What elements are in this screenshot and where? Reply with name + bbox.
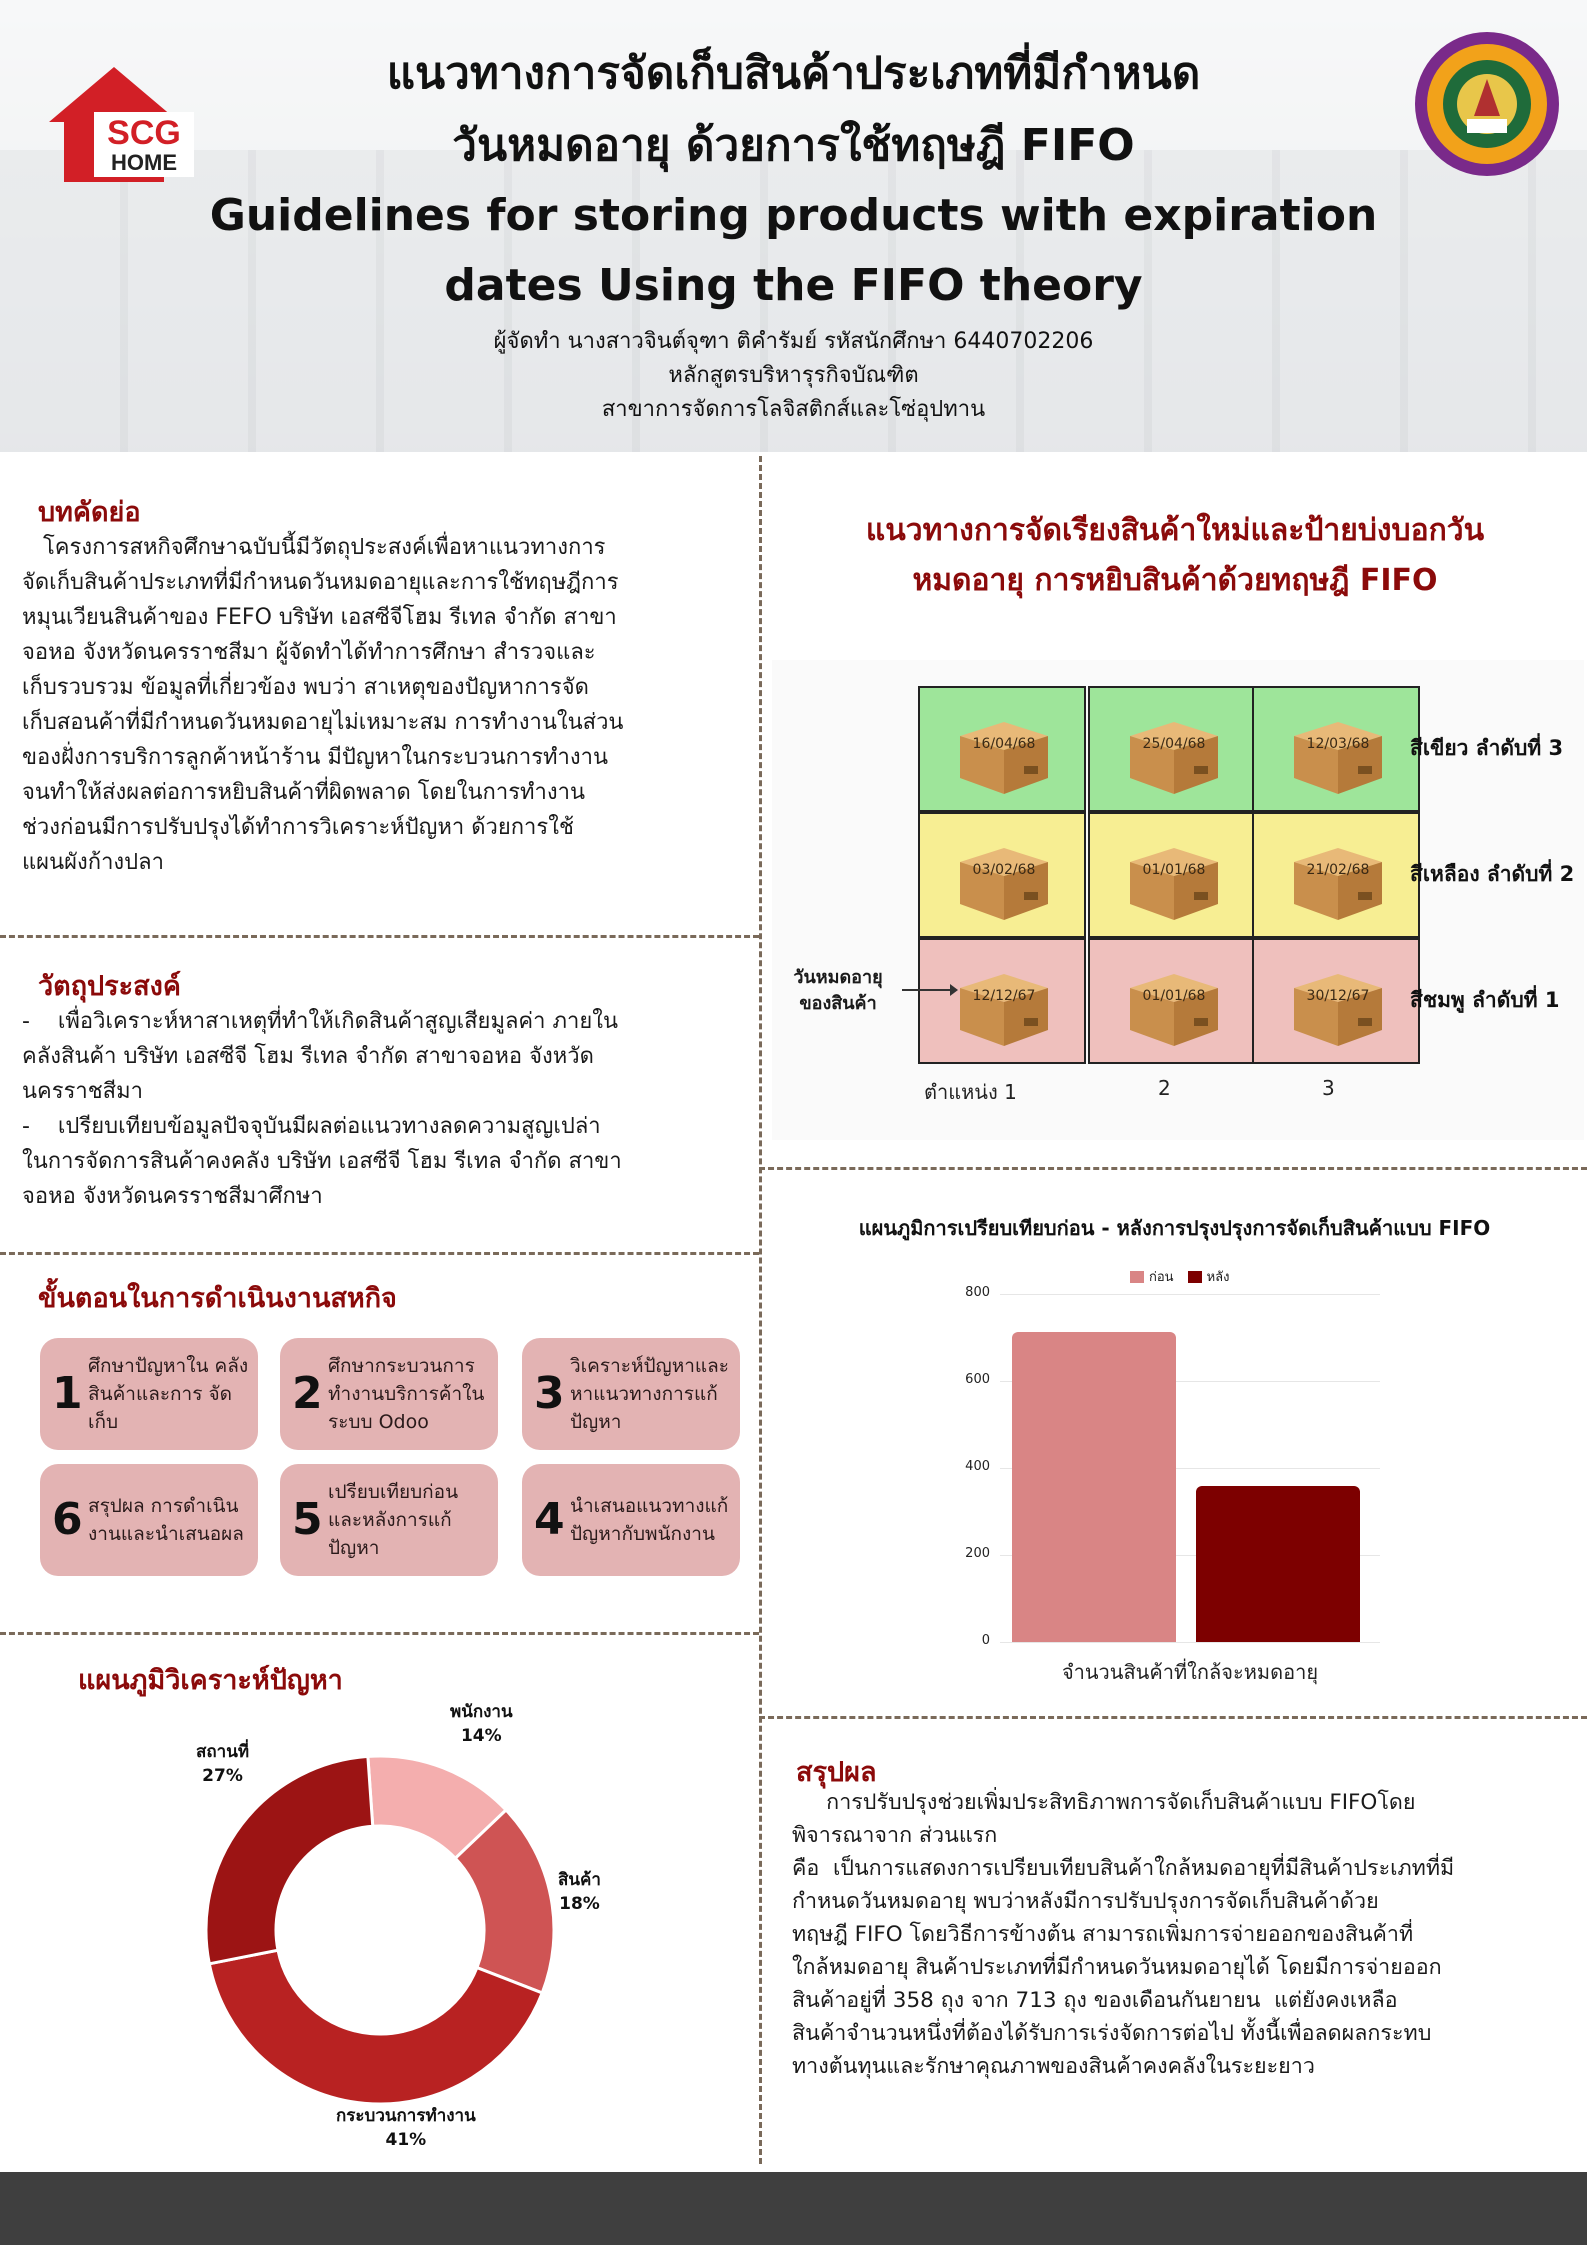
product-box-icon (1286, 844, 1390, 922)
callout-arrow-icon (900, 980, 960, 1000)
donut-title: แผนภูมิวิเคราะห์ปัญหา (78, 1665, 343, 1696)
donut-label-name: สินค้า (558, 1870, 601, 1890)
shelf-row-label: สีเหลือง ลำดับที่ 2 (1410, 862, 1575, 886)
shelf-row-label: สีชมพู ลำดับที่ 1 (1410, 988, 1560, 1012)
y-tick-label: 600 (965, 1372, 990, 1387)
step-text: ศึกษากระบวนการ ทำงานบริการค้าใน ระบบ Odoo (328, 1355, 485, 1433)
abstract-title: บทคัดย่อ (38, 497, 141, 528)
step-number: 2 (292, 1368, 323, 1419)
expiry-date-label: 16/04/68 (972, 736, 1036, 752)
shelf-title (770, 506, 1580, 606)
step-number: 3 (534, 1368, 565, 1419)
product-box-icon (1122, 718, 1226, 796)
bar-before (1012, 1332, 1176, 1642)
abstract-line: จอหอ จังหวัดนครราชสีมา ผู้จัดทำได้ทำการศึกษา สำรวจและ (22, 640, 596, 665)
donut-label-pct: 41% (385, 2130, 427, 2150)
product-box-icon (952, 718, 1056, 796)
conclusion-line: การปรับปรุงช่วยเพิ่มประสิทธิภาพการจัดเก็บสินค้าแบบ FIFOโดย (792, 1790, 1416, 1815)
bar-chart-title: แผนภูมิการเปรียบเทียบก่อน - หลังการปรุงปรุงการจัดเก็บสินค้าแบบ FIFO (858, 1216, 1491, 1240)
step-number: 5 (292, 1494, 323, 1545)
step-card-3 (522, 1338, 740, 1450)
expiry-date-label: 30/12/67 (1306, 988, 1370, 1004)
expiry-date-label: 01/01/68 (1142, 988, 1206, 1004)
donut-label (336, 2104, 476, 2152)
objective-title: วัตถุประสงค์ (38, 971, 181, 1002)
major-line: สาขาการจัดการโลจิสติกส์และโซ่อุปทาน (601, 397, 986, 422)
conclusion-line: คือ เป็นการแสดงการเปรียบเทียบสินค้าใกล้หมดอายุที่มีสินค้าประเภทที่มี (792, 1856, 1455, 1881)
step-card-2 (280, 1338, 498, 1450)
shelf-cell (1252, 812, 1420, 938)
shelf-position-label: ตำแหน่ง 1 (924, 1080, 1017, 1104)
y-tick-label: 400 (965, 1459, 990, 1474)
donut-slice-3 (209, 1950, 542, 2104)
expiry-date-label: 03/02/68 (972, 862, 1036, 878)
title-thai-line2: วันหมดอายุ ด้วยการใช้ทฤษฎี FIFO (452, 120, 1135, 171)
product-box-icon (952, 844, 1056, 922)
y-tick-label: 0 (981, 1633, 990, 1648)
step-number: 6 (52, 1494, 83, 1545)
objective-body (22, 1004, 742, 1214)
objective-line: จอหอ จังหวัดนครราชสีมาศึกษา (22, 1184, 323, 1209)
step-card-5 (280, 1464, 498, 1576)
footer-bar (0, 2172, 1587, 2245)
step-card-6 (40, 1464, 258, 1576)
shelf-position-label: 2 (1158, 1076, 1171, 1100)
abstract-line: หมุนเวียนสินค้าของ FEFO บริษัท เอสซีจีโฮม รีเทล จำกัด สาขา (22, 605, 617, 630)
shelf-cell (1088, 938, 1256, 1064)
objective-line: - เปรียบเทียบข้อมูลปัจจุบันมีผลต่อแนวทางลดความสูญเปล่า (22, 1114, 601, 1139)
shelf-cell (1088, 686, 1256, 812)
shelf-cell (918, 812, 1086, 938)
step-number: 4 (534, 1494, 565, 1545)
step-text: วิเคราะห์ปัญหาและ หาแนวทางการแก้ ปัญหา (570, 1355, 730, 1433)
donut-label (450, 1700, 513, 1748)
donut-label (558, 1868, 601, 1916)
header-banner (0, 0, 1587, 452)
column-divider (759, 456, 762, 2164)
legend-swatch (1130, 1271, 1144, 1283)
legend-label: ก่อน (1149, 1270, 1174, 1285)
callout-line2: ของสินค้า (799, 993, 877, 1014)
abstract-line: เก็บรวบรวม ข้อมูลที่เกี่ยวข้อง พบว่า สาเหตุของปัญหาการจัด (22, 675, 589, 700)
title-english-line2: dates Using the FIFO theory (444, 260, 1143, 311)
logo-home-text: HOME (111, 150, 177, 175)
expiry-date-label: 12/12/67 (972, 988, 1036, 1004)
y-gridline (1000, 1294, 1380, 1295)
y-gridline (1000, 1642, 1380, 1643)
expiry-date-label: 25/04/68 (1142, 736, 1206, 752)
step-card-1 (40, 1338, 258, 1450)
abstract-line: โครงการสหกิจศึกษาฉบับนี้มีวัตถุประสงค์เพื่อหาแนวทางการ (22, 535, 606, 560)
callout-line1: วันหมดอายุ (793, 967, 883, 988)
bar-after (1196, 1486, 1360, 1642)
product-box-icon (1122, 970, 1226, 1048)
product-box-icon (1122, 844, 1226, 922)
donut-label-pct: 27% (202, 1766, 243, 1786)
program-line: หลักสูตรบริหารุรกิจบัณฑิต (668, 363, 919, 388)
product-box-icon (1286, 718, 1390, 796)
abstract-body (22, 530, 742, 880)
conclusion-body (792, 1786, 1582, 2083)
step-text: สรุปผล การดำเนิน งานและนำเสนอผล (88, 1495, 244, 1545)
conclusion-line: ทางต้นทุนและรักษาคุณภาพของสินค้าคงคลังในระยะยาว (792, 2054, 1315, 2079)
expiry-date-label: 21/02/68 (1306, 862, 1370, 878)
objective-line: ในการจัดการสินค้าคงคลัง บริษัท เอสซีจี โฮม รีเทล จำกัด สาขา (22, 1149, 622, 1174)
abstract-line: ของฝั่งการบริการลูกค้าหน้าร้าน มีปัญหาในกระบวนการทำงาน (22, 745, 608, 770)
title-english-line1: Guidelines for storing products with expiration (209, 190, 1378, 241)
expiry-callout (768, 965, 908, 1017)
divider-3 (0, 1632, 759, 1635)
legend-label: หลัง (1206, 1270, 1230, 1285)
shelf-row-label: สีเขียว ลำดับที่ 3 (1410, 736, 1564, 760)
donut-label-name: สถานที่ (196, 1742, 250, 1762)
shelf-cell (1088, 812, 1256, 938)
conclusion-line: ทฤษฎี FIFO โดยวิธีการข้างต้น สามารถเพิ่มการจ่ายออกของสินค้าที่ (792, 1922, 1414, 1947)
legend-swatch (1188, 1271, 1202, 1283)
shelf-cell (1252, 938, 1420, 1064)
abstract-line: ช่วงก่อนมีการปรับปรุงได้ทำการวิเคราะห์ปัญหา ด้วยการใช้ (22, 815, 574, 840)
logo-scg-text: SCG (107, 114, 181, 152)
abstract-line: เก็บสอนค้าที่มีกำหนดวันหมดอายุไม่เหมาะสม การทำงานในส่วน (22, 710, 624, 735)
product-box-icon (1286, 970, 1390, 1048)
donut-label-name: พนักงาน (450, 1702, 513, 1722)
y-tick-label: 800 (965, 1285, 990, 1300)
donut-label (196, 1740, 249, 1788)
y-tick-label: 200 (965, 1546, 990, 1561)
donut-label-name: กระบวนการทำงาน (336, 2106, 476, 2126)
step-number: 1 (52, 1368, 83, 1419)
conclusion-line: ใกล้หมดอายุ สินค้าประเภทที่มีกำหนดวันหมดอายุได้ โดยมีการจ่ายออก (792, 1955, 1442, 1980)
abstract-line: แผนผังก้างปลา (22, 850, 164, 875)
steps-title: ขั้นตอนในการดำเนินงานสหกิจ (38, 1283, 397, 1314)
divider-4 (759, 1167, 1587, 1170)
conclusion-line: สินค้าจำนวนหนึ่งที่ต้องได้รับการเร่งจัดการต่อไป ทั้งนี้เพื่อลดผลกระทบ (792, 2021, 1432, 2046)
expiry-date-label: 12/03/68 (1306, 736, 1370, 752)
objective-line: คลังสินค้า บริษัท เอสซีจี โฮม รีเทล จำกัด สาขาจอหอ จังหวัด (22, 1044, 594, 1069)
shelf-cell (918, 938, 1086, 1064)
conclusion-line: สินค้าอยู่ที่ 358 ถุง จาก 713 ถุง ของเดือนกันยายน แต่ยังคงเหลือ (792, 1988, 1398, 2013)
title-thai-line1: แนวทางการจัดเก็บสินค้าประเภทที่มีกำหนด (386, 48, 1201, 99)
legend-item (1130, 1266, 1174, 1287)
product-box-icon (952, 970, 1056, 1048)
abstract-line: จัดเก็บสินค้าประเภทที่มีกำหนดวันหมดอายุและการใช้ทฤษฎีการ (22, 570, 619, 595)
conclusion-line: กำหนดวันหมดอายุ พบว่าหลังมีการปรับปรุงการจัดเก็บสินค้าด้วย (792, 1889, 1379, 1914)
divider-1 (0, 935, 759, 938)
objective-line: นครราชสีมา (22, 1079, 143, 1104)
step-text: เปรียบเทียบก่อน และหลังการแก้ ปัญหา (328, 1481, 459, 1559)
donut-label-pct: 18% (559, 1894, 600, 1914)
abstract-line: จนทำให้ส่งผลต่อการหยิบสินค้าที่ผิดพลาด โดยในการทำงาน (22, 780, 586, 805)
shelf-title-line1: แนวทางการจัดเรียงสินค้าใหม่และป้ายบ่งบอกวัน (865, 513, 1485, 548)
donut-label-pct: 14% (460, 1726, 502, 1746)
divider-2 (0, 1252, 759, 1255)
bar-legend (1130, 1266, 1229, 1287)
conclusion-title: สรุปผล (796, 1757, 877, 1788)
expiry-date-label: 01/01/68 (1142, 862, 1206, 878)
objective-line: - เพื่อวิเคราะห์หาสาเหตุที่ทำให้เกิดสินค้าสูญเสียมูลค่า ภายใน (22, 1009, 619, 1034)
step-card-4 (522, 1464, 740, 1576)
step-text: นำเสนอแนวทางแก้ ปัญหากับพนักงาน (570, 1495, 729, 1545)
shelf-cell (918, 686, 1086, 812)
x-category-label: จำนวนสินค้าที่ใกล้จะหมดอายุ (1061, 1660, 1319, 1684)
shelf-position-label: 3 (1322, 1076, 1335, 1100)
shelf-title-line2: หมดอายุ การหยิบสินค้าด้วยทฤษฎี FIFO (912, 563, 1438, 598)
shelf-cell (1252, 686, 1420, 812)
legend-item (1188, 1266, 1230, 1287)
conclusion-line: พิจารณาจาก ส่วนแรก (792, 1823, 998, 1848)
divider-5 (759, 1716, 1587, 1719)
author-line: ผู้จัดทำ นางสาวจินต์จุฑา ติคำรัมย์ รหัสนักศึกษา 6440702206 (493, 329, 1094, 354)
step-text: ศึกษาปัญหาใน คลังสินค้าและการ จัดเก็บ (88, 1355, 249, 1433)
